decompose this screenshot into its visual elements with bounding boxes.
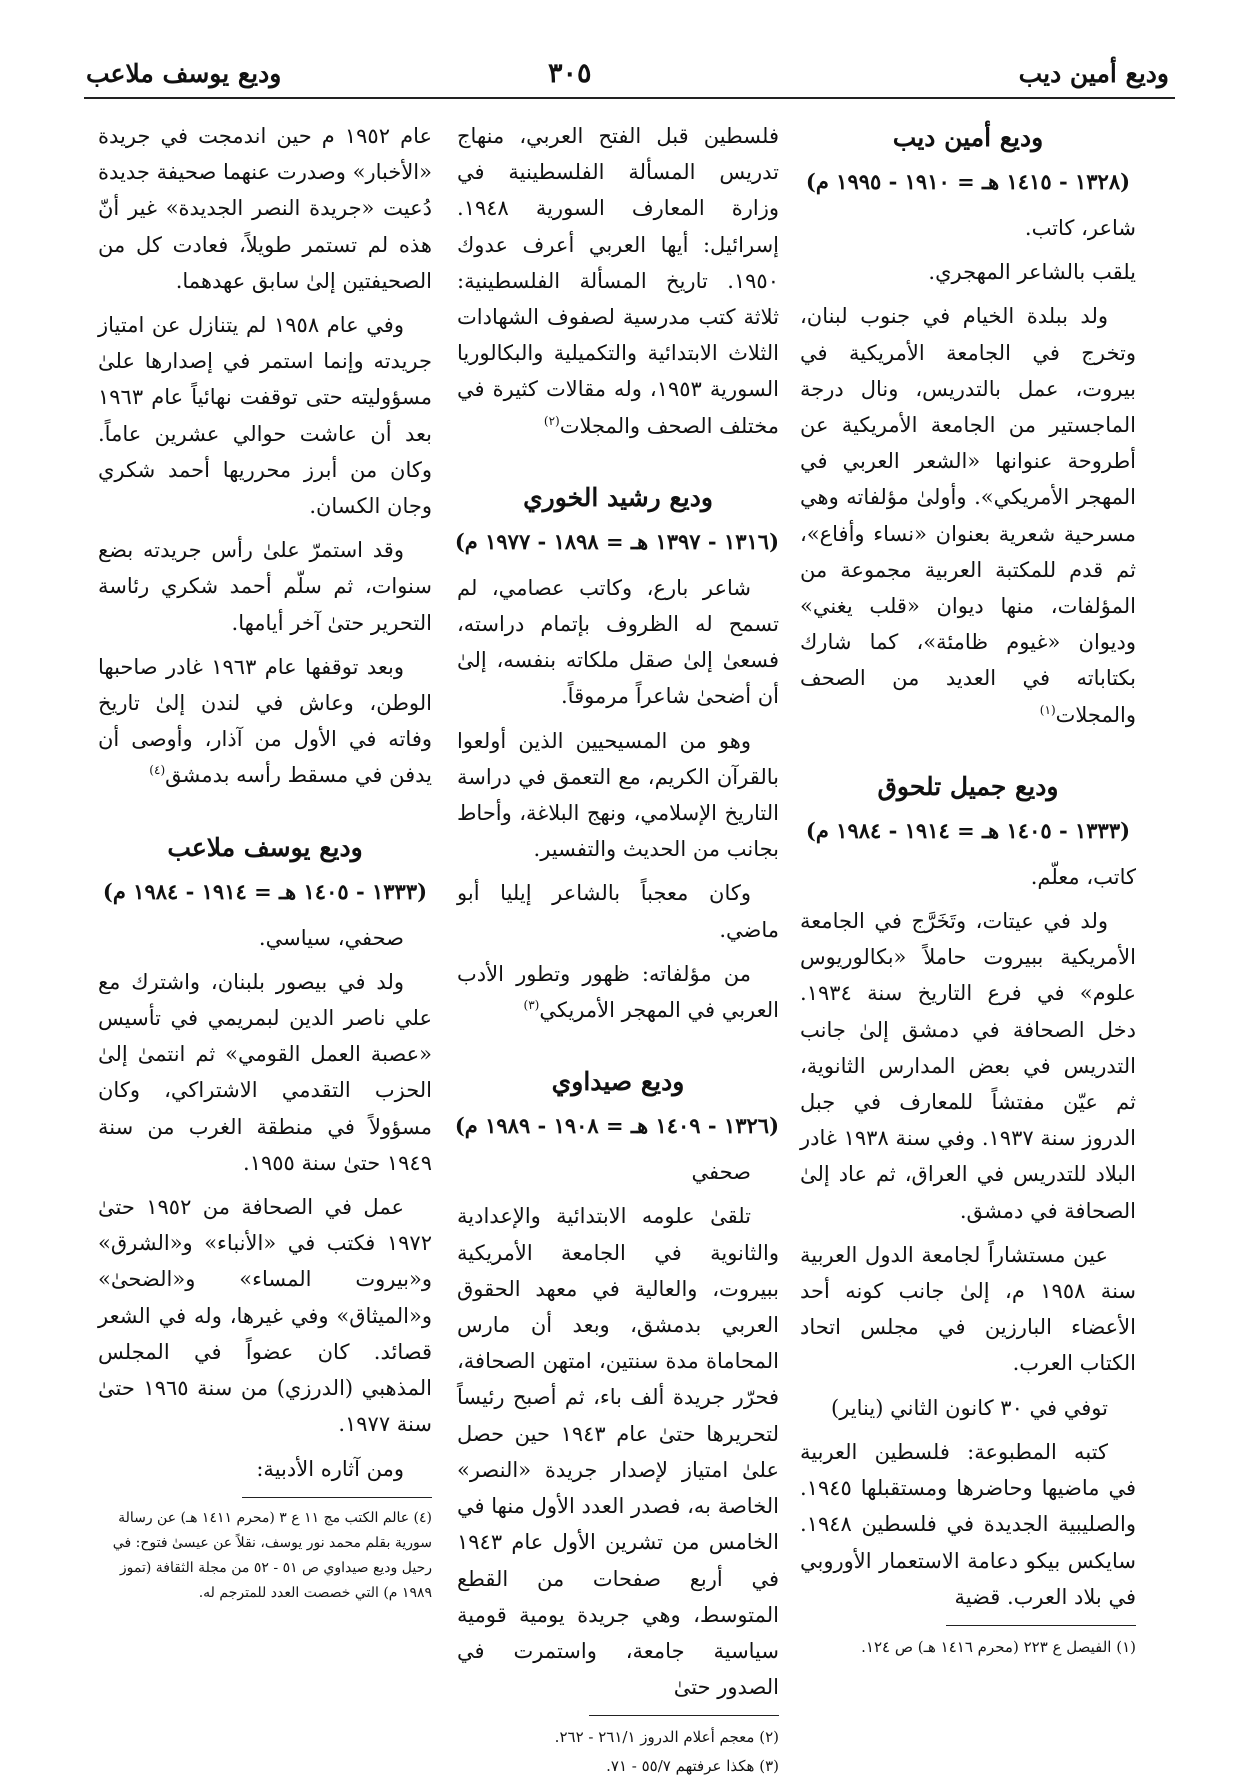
paragraph-text: من مؤلفاته: ظهور وتطور الأدب العربي في المهجر الأمريكي [457, 961, 779, 1023]
column-left [98, 118, 432, 1608]
footnote: (٤) عالم الكتب مج ١١ ع ٣ (محرم ١٤١١ هـ) عن رسالة سورية بقلم محمد نور يوسف، نقلاً عن عيسىٰ فتوح: في رحيل وديع صيداوي ص ٥١ - ٥٢ من مجلة الثقافة (تموز ١٩٨٩ م) التي خصصت العدد للمترجم له. [112, 1509, 432, 1601]
entry-paragraph: وقد استمرّ علىٰ رأس جريدته بضع سنوات، ثم سلّم أحمد شكري رئاسة التحرير حتىٰ آخر أيامها. [98, 538, 432, 635]
entry-paragraph: تلقىٰ علومه الابتدائية والإعدادية والثانوية في الجامعة الأمريكية ببيروت، والعالية في معهد الحقوق العربي بدمشق، وبعد أن مارس المحاماة مدة سنتين، امتهن الصحافة، فحرّر جريدة ألف باء، ثم أصبح رئيساً لتحريرها حتىٰ عام ١٩٤٣ حين حصل علىٰ امتياز لإصدار جريدة «النصر» الخاصة به، فصدر العدد الأول منها في الخامس من تشرين الأول عام ١٩٤٣ في أربع صفحات من القطع المتوسط، وهي جريدة يومية قومية سياسية جامعة، واستمرت في الصدور حتىٰ [457, 1204, 779, 1700]
page-number: ٣٠٥ [548, 58, 592, 89]
entry-paragraph: وفي عام ١٩٥٨ لم يتنازل عن امتياز جريدته وإنما استمر في إصدارها علىٰ مسؤوليته حتى توقفت نهائياً عام ١٩٦٣ بعد أن عاشت حوالي عشرين عاماً. وكان من أبرز محرريها أحمد شكري وجان الكسان. [98, 313, 432, 519]
entry-paragraph [457, 118, 779, 444]
entry-dates: (١٣١٦ - ١٣٩٧ هـ = ١٨٩٨ - ١٩٧٧ م) [454, 528, 779, 554]
entry-paragraph: ومن آثاره الأدبية: [256, 1456, 404, 1481]
entry-paragraph: توفي في ٣٠ كانون الثاني (يناير) [831, 1395, 1108, 1420]
entry-paragraph [98, 649, 432, 794]
entry-heading: وديع جميل تلحوق [877, 771, 1059, 801]
running-header-left: وديع يوسف ملاعب [86, 59, 282, 88]
footnote: (١) الفيصل ع ٢٢٣ (محرم ١٤١٦ هـ) ص ١٢٤. [861, 1637, 1136, 1656]
entry-paragraph: ولد في بيصور بلبنان، واشترك مع علي ناصر الدين لبمريمي في تأسيس «عصبة العمل القومي» ثم انتمىٰ إلىٰ الحزب التقدمي الاشتراكي، وكان مسؤولاً في منطقة الغرب من سنة ١٩٤٩ حتىٰ سنة ١٩٥٥. [98, 969, 432, 1175]
section-gap [98, 802, 432, 828]
running-header-right: وديع أمين ديب [1018, 59, 1169, 88]
entry-paragraph: يلقب بالشاعر المهجري. [928, 260, 1136, 285]
entry-heading: وديع أمين ديب [892, 123, 1044, 152]
entry-dates: (١٣٣٣ - ١٤٠٥ هـ = ١٩١٤ - ١٩٨٤ م) [805, 817, 1131, 843]
entry-dates: (١٣٢٦ - ١٤٠٩ هـ = ١٩٠٨ - ١٩٨٩ م) [454, 1113, 779, 1139]
footnote-ref: (٣) [523, 998, 540, 1013]
entry-paragraph: عين مستشاراً لجامعة الدول العربية سنة ١٩٥٨ م، إلىٰ جانب كونه أحد الأعضاء البارزين في مجلس اتحاد الكتاب العرب. [800, 1242, 1137, 1376]
entry-paragraph: صحفي، سياسي. [258, 925, 404, 950]
entry-paragraph [800, 298, 1136, 732]
entry-paragraph: وهو من المسيحيين الذين أولعوا بالقرآن الكريم، مع التعمق في دراسة التاريخ الإسلامي، ونهج البلاغة، وأحاط بجانب من الحديث والتفسير. [457, 728, 779, 862]
entry-paragraph: كتبه المطبوعة: فلسطين العربية في ماضيها وحاضرها ومستقبلها ١٩٤٥. والصليبية الجديدة في فلسطين ١٩٤٨. سايكس بيكو دعامة الاستعمار الأوروبي في بلاد العرب. قضية [800, 1439, 1136, 1609]
section-gap [457, 452, 779, 478]
entry-heading: وديع يوسف ملاعب [167, 832, 363, 862]
entry-paragraph: صحفي [691, 1160, 751, 1185]
footnote-ref: (١) [1039, 702, 1056, 717]
entry-paragraph: كاتب، معلّم. [1030, 864, 1136, 889]
paragraph-text: فلسطين قبل الفتح العربي، منهاج تدريس المسألة الفلسطينية في وزارة المعارف السورية ١٩٤٨. إسرائيل: أيها العربي أعرف عدوك ١٩٥٠. تاريخ المسألة الفلسطينية: ثلاثة كتب مدرسية لصفوف الشهادات الثلاث الابتدائية والتكميلية والبكالوريا السورية ١٩٥٣، وله مقالات كثيرة في مختلف الصحف والمجلات [457, 124, 779, 438]
entry-paragraph: شاعر، كاتب. [1024, 216, 1136, 240]
header-rule [84, 97, 1175, 99]
entry-heading: وديع صيداوي [551, 1067, 685, 1097]
footnote-ref: (٢) [543, 413, 560, 428]
entry-dates: (١٣٢٨ - ١٤١٥ هـ = ١٩١٠ - ١٩٩٥ م) [805, 169, 1131, 194]
paragraph-text: وبعد توقفها عام ١٩٦٣ غادر صاحبها الوطن، وعاش في لندن إلىٰ تاريخ وفاته في الأول من آذار، وأوصى أن يدفن في مسقط رأسه بدمشق [98, 654, 432, 788]
entry-paragraph: ولد في عيتات، وتَخَرَّج في الجامعة الأمريكية ببيروت حاملاً «بكالوريوس علوم» في فرع التاريخ سنة ١٩٣٤. دخل الصحافة في دمشق إلىٰ جانب التدريس في بعض المدارس الثانوية، ثم عيّن مفتشاً للمعارف في جبل الدروز سنة ١٩٣٧. وفي سنة ١٩٣٨ غادر البلاد للتدريس في العراق، ثم عاد إلىٰ الصحافة في دمشق. [800, 909, 1136, 1223]
entry-paragraph: عام ١٩٥٢ م حين اندمجت في جريدة «الأخبار» وصدرت عنهما صحيفة جديدة دُعيت «جريدة النصر الجديدة» غير أنّ هذه لم تستمر طويلاً، فعادت كل من الصحيفتين إلىٰ سابق عهدهما. [98, 124, 433, 293]
footnote: (٣) هكذا عرفتهم ٥٥/٧ - ٧١. [606, 1757, 779, 1776]
entry-paragraph [457, 956, 779, 1028]
paragraph-text: ولد ببلدة الخيام في جنوب لبنان، وتخرج في الجامعة الأمريكية في بيروت، عمل بالتدريس، ونال درجة الماجستير من الجامعة الأمريكية عن أطروحة عنوانها «الشعر العربي في المهجر الأمريكي». وأولىٰ مؤلفاته وهي مسرحية شعرية بعنوان «نساء وأفاع»، ثم قدم للمكتبة العربية مجموعة من المؤلفات، منها ديوان «قلب يغني» وديوان «غيوم ظامئة»، كما شارك بكتاباته في العديد من الصحف والمجلات [800, 304, 1136, 727]
footnote: (٢) معجم أعلام الدروز ٢٦١/١ - ٢٦٢. [554, 1728, 779, 1747]
section-gap [800, 741, 1136, 767]
footnote-rule [242, 1497, 432, 1498]
footnote-rule [946, 1625, 1136, 1626]
entry-paragraph: عمل في الصحافة من ١٩٥٢ حتىٰ ١٩٧٢ فكتب في «الأنباء» و«الشرق» و«بيروت المساء» و«الضحىٰ» و«الميثاق» وفي غيرها، وله في الشعر قصائد. كان عضواً في المجلس المذهبي (الدرزي) من سنة ١٩٦٥ حتىٰ سنة ١٩٧٧. [98, 1195, 432, 1437]
entry-paragraph: شاعر بارع، وكاتب عصامي، لم تسمح له الظروف بإتمام دراسته، فسعىٰ إلىٰ صقل ملكاته بنفسه، إلىٰ أن أضحىٰ شاعراً مرموقاً. [457, 575, 779, 709]
footnote-ref: (٤) [149, 763, 166, 778]
section-gap [457, 1036, 779, 1062]
entry-heading: وديع رشيد الخوري [523, 482, 713, 512]
entry-paragraph: وكان معجباً بالشاعر إيليا أبو ماضي. [457, 881, 779, 942]
column-middle [454, 118, 779, 1782]
footnote-rule [589, 1715, 779, 1716]
entry-dates: (١٣٣٣ - ١٤٠٥ هـ = ١٩١٤ - ١٩٨٤ م) [102, 878, 428, 904]
column-right [800, 118, 1136, 1663]
